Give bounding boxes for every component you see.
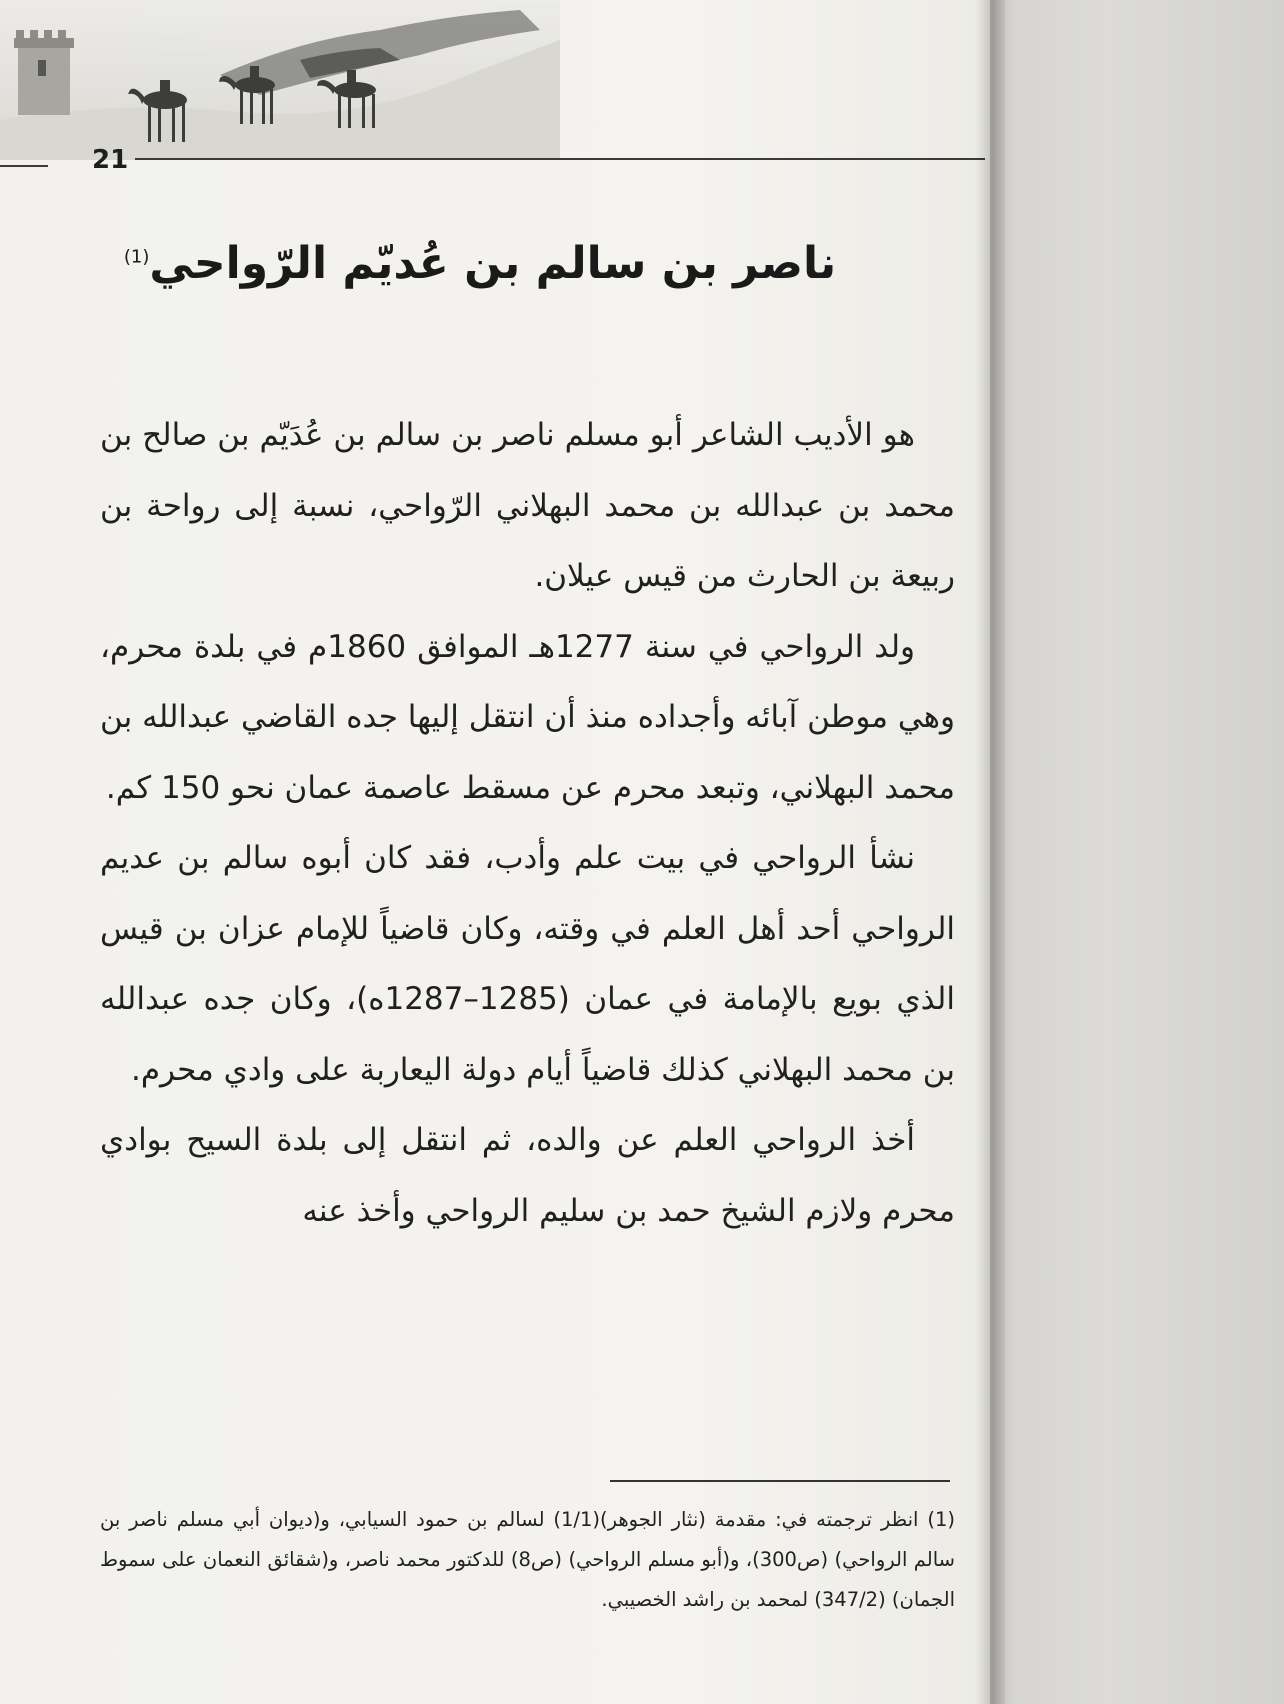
paragraph: نشأ الرواحي في بيت علم وأدب، فقد كان أبوه سالم بن عديم الرواحي أحد أهل العلم في وقته، وكان قاضياً للإمام عزان بن قيس الذي بويع بالإمامة في عمان (1285–1287ه)، وكان جده عبدالله بن محمد البهلاني كذلك قاضياً أيام دولة اليعاربة على وادي محرم. <box>100 840 955 1088</box>
body-text <box>100 400 955 1246</box>
title-footnote-marker: (1) <box>123 246 150 268</box>
paragraph: ولد الرواحي في سنة 1277هـ الموافق 1860م في بلدة محرم، وهي موطن آبائه وأجداده منذ أن انتقل إليها جده القاضي عبدالله بن محمد البهلاني، وتبعد محرم عن مسقط عاصمة عمان نحو 150 كم. <box>100 628 955 806</box>
page-number: 21 <box>92 145 129 175</box>
opposite-page-edge <box>990 0 1284 1704</box>
footnote-divider <box>610 1480 950 1482</box>
paragraph: هو الأديب الشاعر أبو مسلم ناصر بن سالم بن عُدَيّم بن صالح بن محمد بن عبدالله بن محمد البهلاني الرّواحي، نسبة إلى رواحة بن ربيعة بن الحارث من قيس عيلان. <box>100 417 955 594</box>
chapter-title <box>100 238 860 289</box>
header-rule-left <box>0 165 48 167</box>
header-rule <box>135 158 985 160</box>
binding-shadow <box>975 0 1005 1704</box>
chapter-title-text: ناصر بن سالم بن عُديّم الرّواحي <box>149 238 837 289</box>
footnote: (1) انظر ترجمته في: مقدمة (نثار الجوهر)(1/1) لسالم بن حمود السيابي، و(ديوان أبي مسلم ناصر بن سالم الرواحي) (ص300)، و(أبو مسلم الرواحي) (ص8) للدكتور محمد ناصر، و(شقائق النعمان على سموط الجمان) (347/2) لمحمد بن راشد الخصيبي. <box>100 1508 955 1611</box>
header-illustration-desert-caravan <box>0 0 560 160</box>
paragraph: أخذ الرواحي العلم عن والده، ثم انتقل إلى بلدة السيح بوادي محرم ولازم الشيخ حمد بن سليم الرواحي وأخذ عنه <box>100 1122 955 1229</box>
